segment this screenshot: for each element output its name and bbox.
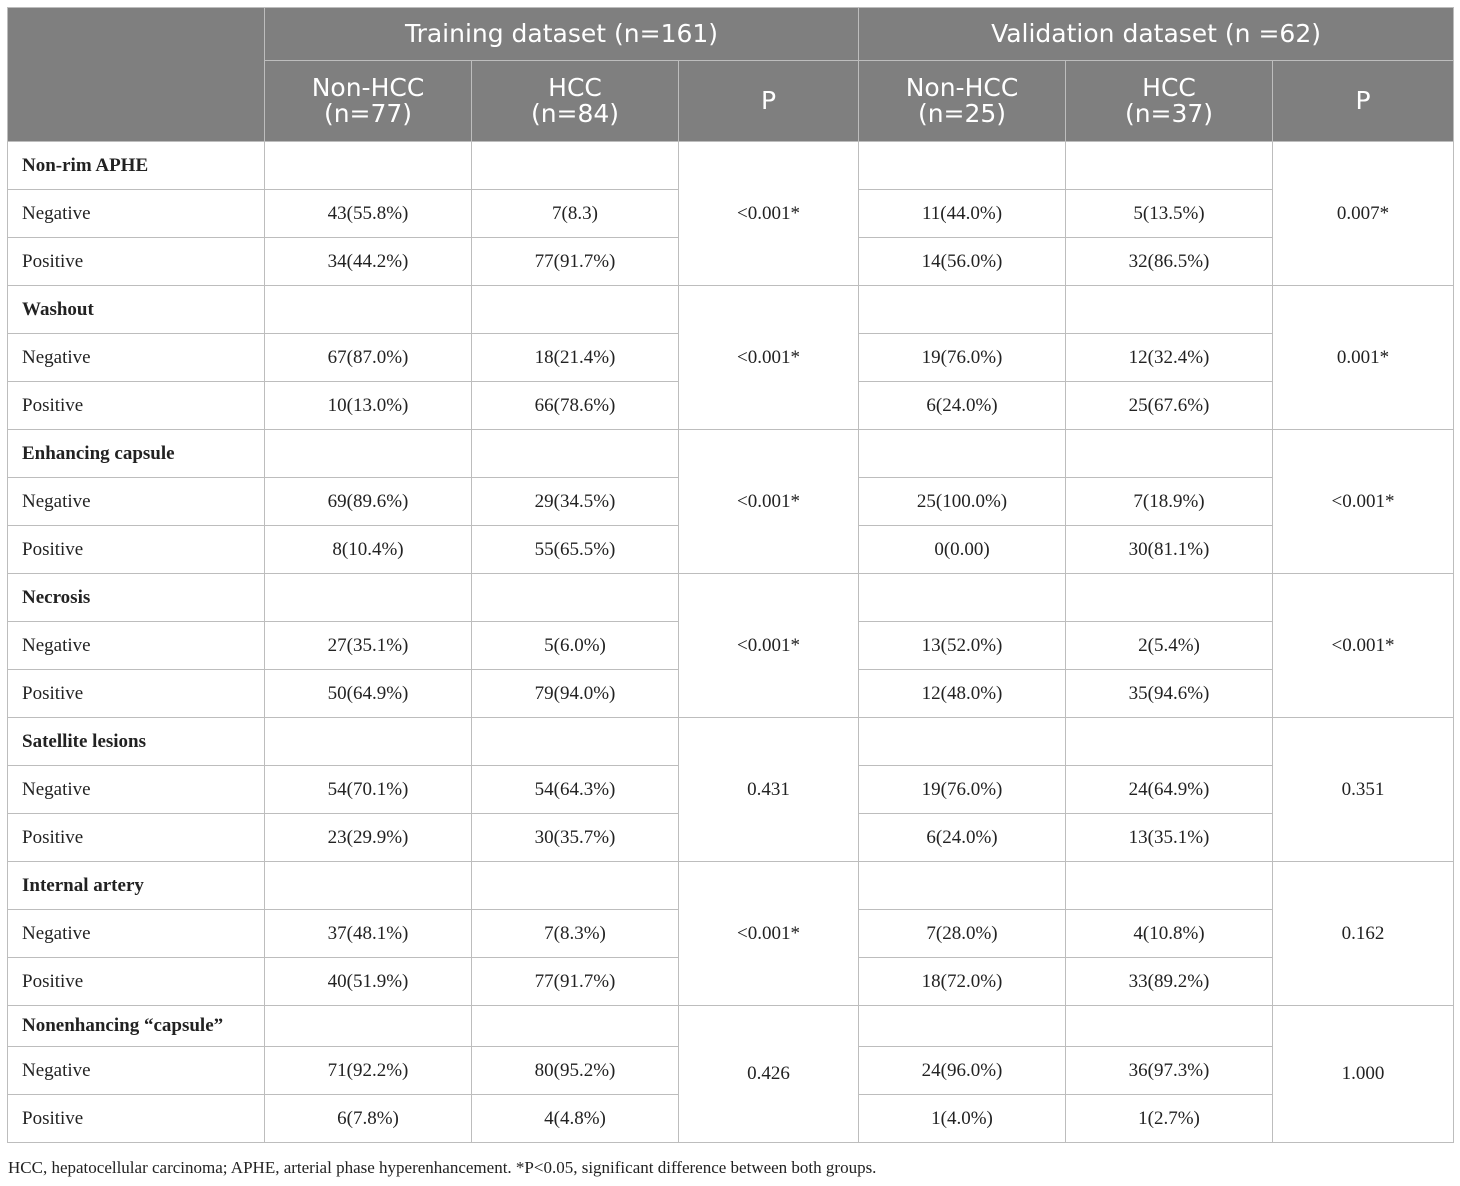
empty-cell <box>265 1006 472 1047</box>
empty-cell <box>859 142 1066 190</box>
val-hcc-cell: 12(32.4%) <box>1066 334 1273 382</box>
row-label: Positive <box>8 1095 265 1143</box>
empty-cell <box>472 286 679 334</box>
val-nonhcc-cell: 0(0.00) <box>859 526 1066 574</box>
val-nonhcc-cell: 25(100.0%) <box>859 478 1066 526</box>
val-nonhcc-cell: 6(24.0%) <box>859 382 1066 430</box>
empty-cell <box>859 286 1066 334</box>
empty-cell <box>859 574 1066 622</box>
train-hcc-cell: 7(8.3) <box>472 190 679 238</box>
train-p-value: 0.426 <box>679 1006 859 1143</box>
val-nonhcc-cell: 6(24.0%) <box>859 814 1066 862</box>
val-p-value: 0.001* <box>1273 286 1454 430</box>
val-p-value: <0.001* <box>1273 574 1454 718</box>
val-hcc-cell: 5(13.5%) <box>1066 190 1273 238</box>
val-hcc-cell: 1(2.7%) <box>1066 1095 1273 1143</box>
train-nonhcc-cell: 10(13.0%) <box>265 382 472 430</box>
val-nonhcc-cell: 1(4.0%) <box>859 1095 1066 1143</box>
empty-cell <box>1066 286 1273 334</box>
row-label: Negative <box>8 766 265 814</box>
train-hcc-cell: 7(8.3%) <box>472 910 679 958</box>
category-row <box>8 574 1454 622</box>
val-p-header: P <box>1273 61 1454 142</box>
empty-cell <box>472 142 679 190</box>
empty-cell <box>472 574 679 622</box>
empty-cell <box>1066 718 1273 766</box>
row-label: Positive <box>8 238 265 286</box>
train-p-header: P <box>679 61 859 142</box>
train-nonhcc-cell: 37(48.1%) <box>265 910 472 958</box>
train-nonhcc-cell: 67(87.0%) <box>265 334 472 382</box>
category-row <box>8 286 1454 334</box>
train-p-value: <0.001* <box>679 574 859 718</box>
empty-cell <box>265 142 472 190</box>
category-label: Satellite lesions <box>8 718 265 766</box>
train-nonhcc-header: Non-HCC (n=77) <box>265 61 472 142</box>
empty-cell <box>1066 574 1273 622</box>
category-label: Enhancing capsule <box>8 430 265 478</box>
val-hcc-cell: 33(89.2%) <box>1066 958 1273 1006</box>
empty-cell <box>1066 1006 1273 1047</box>
val-hcc-cell: 35(94.6%) <box>1066 670 1273 718</box>
val-hcc-cell: 36(97.3%) <box>1066 1047 1273 1095</box>
empty-cell <box>859 430 1066 478</box>
empty-cell <box>472 1006 679 1047</box>
category-label: Washout <box>8 286 265 334</box>
train-hcc-cell: 66(78.6%) <box>472 382 679 430</box>
category-row <box>8 430 1454 478</box>
category-row <box>8 718 1454 766</box>
category-row <box>8 142 1454 190</box>
train-nonhcc-cell: 23(29.9%) <box>265 814 472 862</box>
train-nonhcc-cell: 43(55.8%) <box>265 190 472 238</box>
train-hcc-cell: 5(6.0%) <box>472 622 679 670</box>
empty-cell <box>472 862 679 910</box>
val-hcc-cell: 4(10.8%) <box>1066 910 1273 958</box>
train-nonhcc-cell: 71(92.2%) <box>265 1047 472 1095</box>
train-p-value: <0.001* <box>679 142 859 286</box>
train-hcc-cell: 77(91.7%) <box>472 958 679 1006</box>
category-label: Internal artery <box>8 862 265 910</box>
row-label: Positive <box>8 814 265 862</box>
empty-cell <box>1066 142 1273 190</box>
train-nonhcc-cell: 8(10.4%) <box>265 526 472 574</box>
empty-cell <box>472 718 679 766</box>
empty-cell <box>1066 862 1273 910</box>
val-nonhcc-cell: 11(44.0%) <box>859 190 1066 238</box>
train-p-value: <0.001* <box>679 430 859 574</box>
train-p-value: 0.431 <box>679 718 859 862</box>
val-nonhcc-cell: 7(28.0%) <box>859 910 1066 958</box>
empty-cell <box>1066 430 1273 478</box>
category-label: Necrosis <box>8 574 265 622</box>
empty-cell <box>859 862 1066 910</box>
row-label: Negative <box>8 190 265 238</box>
empty-cell <box>265 286 472 334</box>
train-nonhcc-cell: 40(51.9%) <box>265 958 472 1006</box>
val-hcc-cell: 30(81.1%) <box>1066 526 1273 574</box>
train-hcc-cell: 29(34.5%) <box>472 478 679 526</box>
empty-cell <box>859 718 1066 766</box>
category-row <box>8 862 1454 910</box>
train-hcc-cell: 55(65.5%) <box>472 526 679 574</box>
header-blank-cell <box>8 8 265 142</box>
train-hcc-cell: 54(64.3%) <box>472 766 679 814</box>
val-p-value: 1.000 <box>1273 1006 1454 1143</box>
row-label: Positive <box>8 526 265 574</box>
category-label: Nonenhancing “capsule” <box>8 1006 265 1047</box>
train-hcc-cell: 80(95.2%) <box>472 1047 679 1095</box>
category-label: Non-rim APHE <box>8 142 265 190</box>
val-hcc-cell: 13(35.1%) <box>1066 814 1273 862</box>
table-body <box>8 142 1454 1143</box>
train-nonhcc-cell: 34(44.2%) <box>265 238 472 286</box>
val-nonhcc-cell: 14(56.0%) <box>859 238 1066 286</box>
val-p-value: <0.001* <box>1273 430 1454 574</box>
train-nonhcc-cell: 27(35.1%) <box>265 622 472 670</box>
val-nonhcc-cell: 19(76.0%) <box>859 766 1066 814</box>
val-hcc-cell: 24(64.9%) <box>1066 766 1273 814</box>
train-hcc-cell: 30(35.7%) <box>472 814 679 862</box>
row-label: Negative <box>8 622 265 670</box>
val-p-value: 0.351 <box>1273 718 1454 862</box>
val-hcc-cell: 2(5.4%) <box>1066 622 1273 670</box>
train-hcc-cell: 79(94.0%) <box>472 670 679 718</box>
empty-cell <box>472 430 679 478</box>
val-hcc-cell: 7(18.9%) <box>1066 478 1273 526</box>
val-nonhcc-cell: 12(48.0%) <box>859 670 1066 718</box>
val-p-value: 0.162 <box>1273 862 1454 1006</box>
empty-cell <box>265 574 472 622</box>
train-hcc-cell: 77(91.7%) <box>472 238 679 286</box>
results-table <box>7 7 1454 1143</box>
val-nonhcc-header: Non-HCC (n=25) <box>859 61 1066 142</box>
train-nonhcc-cell: 50(64.9%) <box>265 670 472 718</box>
val-nonhcc-cell: 19(76.0%) <box>859 334 1066 382</box>
row-label: Positive <box>8 958 265 1006</box>
train-hcc-cell: 4(4.8%) <box>472 1095 679 1143</box>
train-p-value: <0.001* <box>679 862 859 1006</box>
row-label: Negative <box>8 1047 265 1095</box>
val-p-value: 0.007* <box>1273 142 1454 286</box>
train-nonhcc-cell: 54(70.1%) <box>265 766 472 814</box>
empty-cell <box>265 718 472 766</box>
row-label: Negative <box>8 910 265 958</box>
train-nonhcc-cell: 69(89.6%) <box>265 478 472 526</box>
row-label: Negative <box>8 478 265 526</box>
train-hcc-cell: 18(21.4%) <box>472 334 679 382</box>
row-label: Negative <box>8 334 265 382</box>
empty-cell <box>859 1006 1066 1047</box>
row-label: Positive <box>8 382 265 430</box>
training-dataset-header: Training dataset (n=161) <box>265 8 859 61</box>
val-hcc-cell: 32(86.5%) <box>1066 238 1273 286</box>
train-p-value: <0.001* <box>679 286 859 430</box>
val-nonhcc-cell: 13(52.0%) <box>859 622 1066 670</box>
train-nonhcc-cell: 6(7.8%) <box>265 1095 472 1143</box>
row-label: Positive <box>8 670 265 718</box>
val-hcc-header: HCC (n=37) <box>1066 61 1273 142</box>
category-row <box>8 1006 1454 1047</box>
empty-cell <box>265 862 472 910</box>
validation-dataset-header: Validation dataset (n =62) <box>859 8 1454 61</box>
val-nonhcc-cell: 24(96.0%) <box>859 1047 1066 1095</box>
footnote: HCC, hepatocellular carcinoma; APHE, arterial phase hyperenhancement. *P<0.05, significant difference between both groups. <box>8 1158 877 1177</box>
val-hcc-cell: 25(67.6%) <box>1066 382 1273 430</box>
empty-cell <box>265 430 472 478</box>
train-hcc-header: HCC (n=84) <box>472 61 679 142</box>
val-nonhcc-cell: 18(72.0%) <box>859 958 1066 1006</box>
